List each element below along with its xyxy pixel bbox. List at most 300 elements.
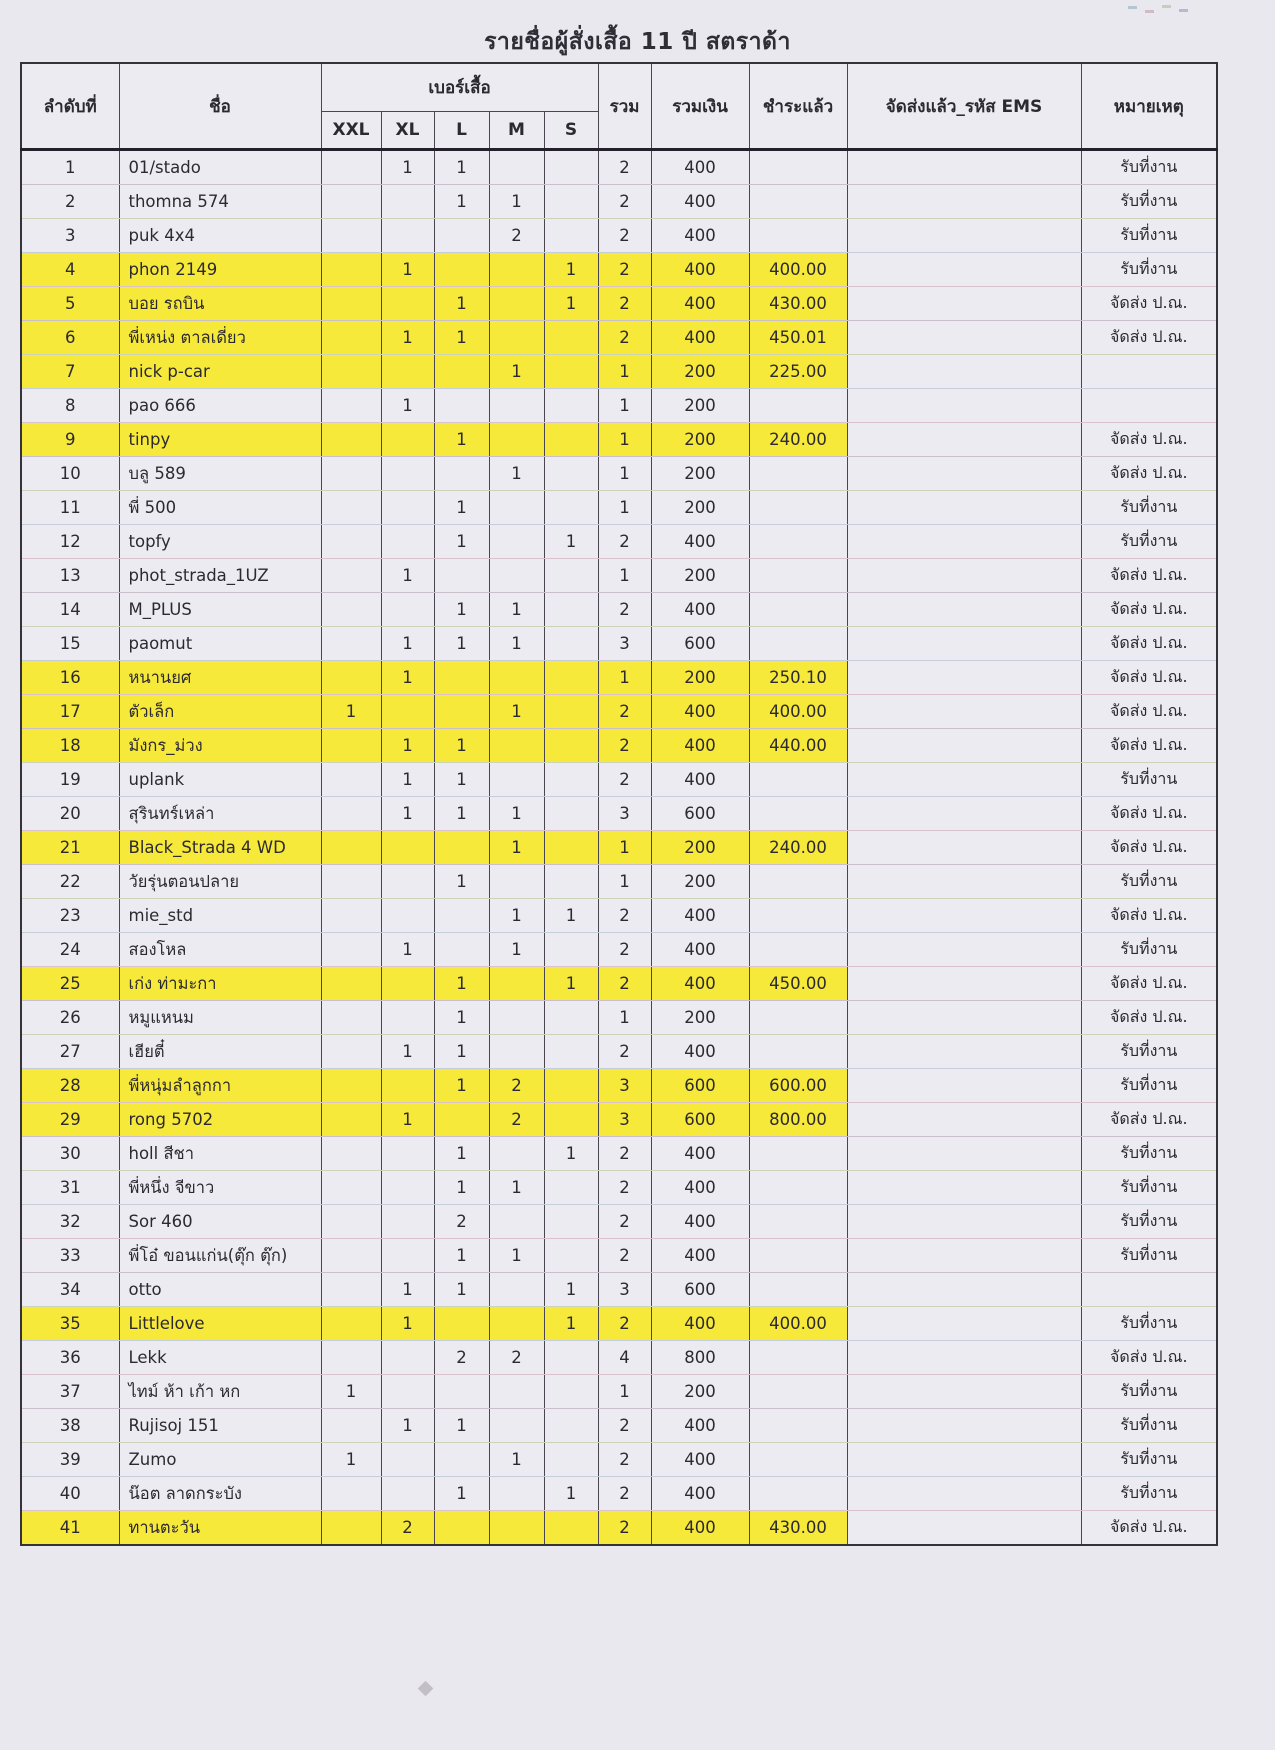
cell-ems <box>847 389 1081 423</box>
cell-l: 1 <box>434 1035 489 1069</box>
cell-paid: 250.10 <box>749 661 847 695</box>
cell-money: 600 <box>651 797 749 831</box>
cell-s <box>544 389 598 423</box>
cell-s <box>544 593 598 627</box>
cell-m <box>489 1137 544 1171</box>
cell-m: 1 <box>489 933 544 967</box>
cell-xxl <box>321 593 381 627</box>
cell-xxl <box>321 457 381 491</box>
cell-money: 400 <box>651 593 749 627</box>
cell-ems <box>847 1103 1081 1137</box>
table-row <box>21 457 1217 491</box>
cell-xxl <box>321 491 381 525</box>
cell-paid: 400.00 <box>749 1307 847 1341</box>
cell-s: 1 <box>544 1273 598 1307</box>
cell-remark: จัดส่ง ป.ณ. <box>1081 593 1217 627</box>
cell-ems <box>847 491 1081 525</box>
cell-no: 14 <box>21 593 119 627</box>
cell-name: พี่โอ๋ ขอนแก่น(ตุ๊ก ตุ๊ก) <box>119 1239 321 1273</box>
cell-ems <box>847 729 1081 763</box>
cell-m <box>489 1307 544 1341</box>
cell-money: 400 <box>651 1443 749 1477</box>
cell-remark: รับที่งาน <box>1081 1477 1217 1511</box>
cell-name: 01/stado <box>119 150 321 185</box>
cell-no: 39 <box>21 1443 119 1477</box>
cell-xl: 1 <box>381 389 434 423</box>
cell-total: 2 <box>598 1205 651 1239</box>
cell-money: 200 <box>651 559 749 593</box>
table-row <box>21 525 1217 559</box>
cell-no: 9 <box>21 423 119 457</box>
cell-xxl <box>321 1273 381 1307</box>
cell-l <box>434 933 489 967</box>
cell-no: 3 <box>21 219 119 253</box>
cell-no: 5 <box>21 287 119 321</box>
cell-s <box>544 1171 598 1205</box>
table-row <box>21 1137 1217 1171</box>
cell-l: 1 <box>434 491 489 525</box>
cell-s <box>544 1341 598 1375</box>
cell-xxl <box>321 1001 381 1035</box>
cell-remark: รับที่งาน <box>1081 1171 1217 1205</box>
cell-xxl <box>321 967 381 1001</box>
cell-l <box>434 219 489 253</box>
cell-s <box>544 933 598 967</box>
cell-xl <box>381 865 434 899</box>
cell-no: 35 <box>21 1307 119 1341</box>
cell-xxl <box>321 831 381 865</box>
cell-xxl <box>321 763 381 797</box>
cell-xl: 1 <box>381 150 434 185</box>
cell-name: Black_Strada 4 WD <box>119 831 321 865</box>
cell-remark: จัดส่ง ป.ณ. <box>1081 321 1217 355</box>
header-size-group: เบอร์เสื้อ <box>321 63 598 112</box>
cell-s: 1 <box>544 899 598 933</box>
cell-paid <box>749 797 847 831</box>
cell-l: 1 <box>434 763 489 797</box>
cell-remark: รับที่งาน <box>1081 1239 1217 1273</box>
cell-xxl <box>321 1205 381 1239</box>
cell-no: 16 <box>21 661 119 695</box>
cell-m <box>489 1205 544 1239</box>
cell-name: topfy <box>119 525 321 559</box>
cell-m <box>489 729 544 763</box>
table-row <box>21 627 1217 661</box>
cell-name: เก่ง ท่ามะกา <box>119 967 321 1001</box>
cell-paid: 450.01 <box>749 321 847 355</box>
cell-paid <box>749 627 847 661</box>
cell-m <box>489 967 544 1001</box>
table-row <box>21 967 1217 1001</box>
cell-name: Sor 460 <box>119 1205 321 1239</box>
table-row <box>21 1205 1217 1239</box>
cell-money: 200 <box>651 1001 749 1035</box>
cell-l <box>434 661 489 695</box>
cell-s <box>544 321 598 355</box>
cell-s: 1 <box>544 287 598 321</box>
cell-xxl <box>321 899 381 933</box>
cell-s <box>544 1511 598 1546</box>
cell-ems <box>847 695 1081 729</box>
cell-xxl <box>321 287 381 321</box>
cell-l: 1 <box>434 1137 489 1171</box>
cell-xl <box>381 185 434 219</box>
cell-l <box>434 559 489 593</box>
cell-no: 10 <box>21 457 119 491</box>
cell-no: 24 <box>21 933 119 967</box>
cell-money: 200 <box>651 457 749 491</box>
cell-m: 1 <box>489 627 544 661</box>
cell-xl: 1 <box>381 1307 434 1341</box>
cell-name: pao 666 <box>119 389 321 423</box>
cell-l: 1 <box>434 729 489 763</box>
cell-xl: 1 <box>381 253 434 287</box>
cell-total: 2 <box>598 1171 651 1205</box>
cell-total: 2 <box>598 321 651 355</box>
header-money: รวมเงิน <box>651 63 749 150</box>
cell-remark: รับที่งาน <box>1081 1137 1217 1171</box>
cell-money: 400 <box>651 967 749 1001</box>
cell-s: 1 <box>544 1307 598 1341</box>
cell-s <box>544 219 598 253</box>
cell-xl <box>381 967 434 1001</box>
cell-name: เฮียตี๋ <box>119 1035 321 1069</box>
cell-l <box>434 1375 489 1409</box>
table-row <box>21 1307 1217 1341</box>
cell-s <box>544 559 598 593</box>
cell-no: 41 <box>21 1511 119 1546</box>
cell-xxl: 1 <box>321 695 381 729</box>
cell-s <box>544 695 598 729</box>
cell-ems <box>847 1477 1081 1511</box>
cell-total: 3 <box>598 1103 651 1137</box>
cell-name: nick p-car <box>119 355 321 389</box>
cell-total: 3 <box>598 1273 651 1307</box>
cell-l: 1 <box>434 967 489 1001</box>
cell-s: 1 <box>544 253 598 287</box>
cell-m: 1 <box>489 831 544 865</box>
cell-name: M_PLUS <box>119 593 321 627</box>
cell-no: 13 <box>21 559 119 593</box>
cell-xxl <box>321 389 381 423</box>
cell-xxl <box>321 661 381 695</box>
cell-money: 200 <box>651 423 749 457</box>
cell-total: 2 <box>598 729 651 763</box>
cell-xl: 1 <box>381 729 434 763</box>
cell-remark: จัดส่ง ป.ณ. <box>1081 457 1217 491</box>
cell-remark: รับที่งาน <box>1081 1205 1217 1239</box>
cell-total: 2 <box>598 1409 651 1443</box>
cell-l <box>434 1103 489 1137</box>
cell-total: 3 <box>598 1069 651 1103</box>
cell-m <box>489 865 544 899</box>
cell-remark: จัดส่ง ป.ณ. <box>1081 695 1217 729</box>
cell-name: วัยรุ่นตอนปลาย <box>119 865 321 899</box>
cell-total: 1 <box>598 389 651 423</box>
cell-money: 600 <box>651 1273 749 1307</box>
cell-paid <box>749 1239 847 1273</box>
cell-m <box>489 1409 544 1443</box>
cell-paid <box>749 491 847 525</box>
cell-ems <box>847 797 1081 831</box>
cell-name: phot_strada_1UZ <box>119 559 321 593</box>
cell-no: 33 <box>21 1239 119 1273</box>
cell-l: 1 <box>434 1477 489 1511</box>
cell-xl <box>381 1001 434 1035</box>
cell-s <box>544 1443 598 1477</box>
cell-paid <box>749 899 847 933</box>
cell-no: 28 <box>21 1069 119 1103</box>
cell-no: 38 <box>21 1409 119 1443</box>
cell-m <box>489 491 544 525</box>
cell-ems <box>847 321 1081 355</box>
cell-name: ตัวเล็ก <box>119 695 321 729</box>
cell-s <box>544 1205 598 1239</box>
cell-ems <box>847 1273 1081 1307</box>
cell-xxl <box>321 1239 381 1273</box>
cell-remark: จัดส่ง ป.ณ. <box>1081 1341 1217 1375</box>
cell-no: 20 <box>21 797 119 831</box>
cell-s <box>544 831 598 865</box>
cell-paid <box>749 865 847 899</box>
cell-total: 1 <box>598 491 651 525</box>
cell-paid: 800.00 <box>749 1103 847 1137</box>
table-row <box>21 355 1217 389</box>
header-ems: จัดส่งแล้ว_รหัส EMS <box>847 63 1081 150</box>
cell-s <box>544 1239 598 1273</box>
cell-remark: จัดส่ง ป.ณ. <box>1081 1511 1217 1546</box>
cell-ems <box>847 865 1081 899</box>
cell-m <box>489 1511 544 1546</box>
cell-xl <box>381 1171 434 1205</box>
cell-l <box>434 457 489 491</box>
cell-paid: 600.00 <box>749 1069 847 1103</box>
cell-xl: 2 <box>381 1511 434 1546</box>
cell-no: 37 <box>21 1375 119 1409</box>
cell-total: 2 <box>598 1511 651 1546</box>
cell-ems <box>847 1069 1081 1103</box>
cell-no: 23 <box>21 899 119 933</box>
cell-ems <box>847 1001 1081 1035</box>
cell-total: 2 <box>598 253 651 287</box>
cell-no: 2 <box>21 185 119 219</box>
cell-xl: 1 <box>381 627 434 661</box>
cell-no: 1 <box>21 150 119 185</box>
cell-xxl <box>321 525 381 559</box>
cell-money: 200 <box>651 661 749 695</box>
cell-l: 1 <box>434 593 489 627</box>
cell-paid <box>749 933 847 967</box>
cell-xl <box>381 1375 434 1409</box>
cell-no: 8 <box>21 389 119 423</box>
table-row <box>21 219 1217 253</box>
cell-xl <box>381 1443 434 1477</box>
cell-remark: รับที่งาน <box>1081 1409 1217 1443</box>
table-row <box>21 1035 1217 1069</box>
cell-total: 2 <box>598 967 651 1001</box>
cell-xl <box>381 355 434 389</box>
cell-money: 400 <box>651 1409 749 1443</box>
cell-money: 400 <box>651 1137 749 1171</box>
table-row <box>21 1171 1217 1205</box>
cell-xl: 1 <box>381 321 434 355</box>
cell-remark: รับที่งาน <box>1081 865 1217 899</box>
cell-no: 6 <box>21 321 119 355</box>
cell-xxl <box>321 423 381 457</box>
table-header <box>21 63 1217 150</box>
cell-xl <box>381 457 434 491</box>
cell-ems <box>847 559 1081 593</box>
cell-m: 1 <box>489 355 544 389</box>
cell-m: 1 <box>489 695 544 729</box>
cell-l <box>434 253 489 287</box>
cell-m: 1 <box>489 185 544 219</box>
cell-total: 2 <box>598 525 651 559</box>
cell-money: 200 <box>651 865 749 899</box>
cell-s <box>544 1069 598 1103</box>
cell-ems <box>847 1307 1081 1341</box>
table-row <box>21 1239 1217 1273</box>
cell-xxl: 1 <box>321 1375 381 1409</box>
cell-xxl <box>321 1409 381 1443</box>
cell-money: 200 <box>651 1375 749 1409</box>
cell-money: 800 <box>651 1341 749 1375</box>
cell-total: 1 <box>598 661 651 695</box>
cell-xl: 1 <box>381 933 434 967</box>
cell-remark: รับที่งาน <box>1081 491 1217 525</box>
cell-name: tinpy <box>119 423 321 457</box>
cell-xxl <box>321 1035 381 1069</box>
table-row <box>21 389 1217 423</box>
cell-total: 1 <box>598 559 651 593</box>
header-size-xxl: XXL <box>321 112 381 150</box>
cell-paid <box>749 593 847 627</box>
cell-xxl <box>321 219 381 253</box>
cell-total: 2 <box>598 1477 651 1511</box>
cell-s <box>544 729 598 763</box>
cell-l <box>434 389 489 423</box>
cell-ems <box>847 899 1081 933</box>
cell-remark: รับที่งาน <box>1081 1069 1217 1103</box>
order-table-body <box>21 150 1217 1546</box>
table-row <box>21 1477 1217 1511</box>
cell-paid: 240.00 <box>749 423 847 457</box>
cell-paid <box>749 1409 847 1443</box>
cell-l: 1 <box>434 865 489 899</box>
cell-xl: 1 <box>381 763 434 797</box>
cell-xl: 1 <box>381 1035 434 1069</box>
table-row <box>21 1103 1217 1137</box>
cell-name: otto <box>119 1273 321 1307</box>
page-title: รายชื่อผู้สั่งเสื้อ 11 ปี สตราด้า <box>484 29 791 55</box>
cell-name: พี่หนุ่มลำลูกกา <box>119 1069 321 1103</box>
cell-remark: รับที่งาน <box>1081 933 1217 967</box>
cell-l <box>434 1511 489 1546</box>
cell-m <box>489 763 544 797</box>
cell-money: 400 <box>651 729 749 763</box>
cell-l <box>434 695 489 729</box>
scan-artifact-diamond <box>418 1681 434 1697</box>
cell-no: 18 <box>21 729 119 763</box>
cell-paid <box>749 559 847 593</box>
cell-total: 2 <box>598 219 651 253</box>
cell-m: 1 <box>489 1171 544 1205</box>
cell-name: ทานตะวัน <box>119 1511 321 1546</box>
cell-paid <box>749 457 847 491</box>
cell-name: บลู 589 <box>119 457 321 491</box>
cell-ems <box>847 1137 1081 1171</box>
cell-xxl <box>321 1341 381 1375</box>
cell-l: 1 <box>434 525 489 559</box>
cell-paid <box>749 1273 847 1307</box>
cell-l: 2 <box>434 1205 489 1239</box>
cell-paid <box>749 763 847 797</box>
cell-remark: จัดส่ง ป.ณ. <box>1081 831 1217 865</box>
cell-m <box>489 1001 544 1035</box>
cell-ems <box>847 457 1081 491</box>
cell-m <box>489 525 544 559</box>
cell-ems <box>847 1375 1081 1409</box>
cell-s <box>544 1375 598 1409</box>
cell-name: หมูแหนม <box>119 1001 321 1035</box>
cell-m <box>489 1375 544 1409</box>
cell-total: 1 <box>598 457 651 491</box>
cell-paid <box>749 1137 847 1171</box>
table-row <box>21 287 1217 321</box>
cell-total: 1 <box>598 865 651 899</box>
header-size-xl: XL <box>381 112 434 150</box>
cell-name: puk 4x4 <box>119 219 321 253</box>
cell-remark: รับที่งาน <box>1081 525 1217 559</box>
cell-xxl <box>321 1477 381 1511</box>
cell-total: 2 <box>598 763 651 797</box>
cell-remark: รับที่งาน <box>1081 185 1217 219</box>
cell-name: holl สีชา <box>119 1137 321 1171</box>
cell-l: 1 <box>434 287 489 321</box>
cell-s: 1 <box>544 967 598 1001</box>
cell-total: 2 <box>598 899 651 933</box>
cell-remark: จัดส่ง ป.ณ. <box>1081 797 1217 831</box>
cell-money: 400 <box>651 1171 749 1205</box>
cell-xxl <box>321 933 381 967</box>
cell-money: 600 <box>651 1103 749 1137</box>
cell-no: 19 <box>21 763 119 797</box>
cell-xxl <box>321 797 381 831</box>
cell-money: 400 <box>651 1239 749 1273</box>
cell-total: 2 <box>598 185 651 219</box>
cell-paid <box>749 1035 847 1069</box>
cell-m: 1 <box>489 593 544 627</box>
table-row <box>21 729 1217 763</box>
table-row <box>21 899 1217 933</box>
cell-remark: รับที่งาน <box>1081 1443 1217 1477</box>
cell-money: 400 <box>651 219 749 253</box>
cell-s <box>544 797 598 831</box>
cell-l: 1 <box>434 1409 489 1443</box>
cell-no: 34 <box>21 1273 119 1307</box>
cell-s: 1 <box>544 1137 598 1171</box>
cell-xl <box>381 525 434 559</box>
cell-money: 400 <box>651 933 749 967</box>
table-row <box>21 661 1217 695</box>
table-row <box>21 559 1217 593</box>
cell-xxl <box>321 865 381 899</box>
cell-xxl <box>321 1069 381 1103</box>
cell-money: 400 <box>651 287 749 321</box>
cell-total: 2 <box>598 1137 651 1171</box>
cell-no: 26 <box>21 1001 119 1035</box>
cell-xxl <box>321 150 381 185</box>
